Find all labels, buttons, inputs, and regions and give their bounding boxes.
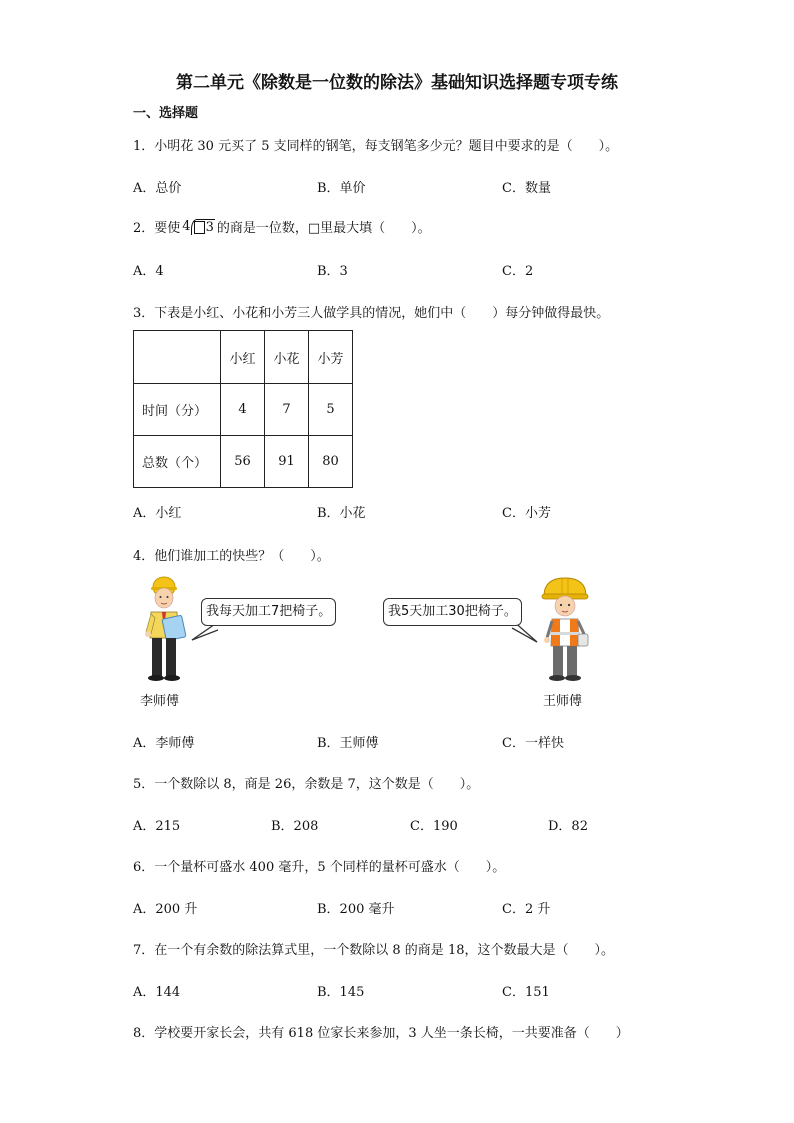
- table-row-label: 时间（分）: [134, 384, 221, 436]
- work-rate-table: [133, 330, 353, 488]
- question-2-text: [133, 217, 431, 236]
- question-6-text: 6．一个量杯可盛水 400 毫升，5 个同样的量杯可盛水（ ）。: [133, 860, 506, 875]
- name-label-li: 李师傅: [140, 694, 180, 709]
- speech-bubble-li: 我每天加工7把椅子。: [201, 598, 336, 626]
- worker-wang-figure-icon: [538, 574, 592, 686]
- name-label-wang: 王师傅: [543, 694, 583, 709]
- q4-option-b[interactable]: B．王师傅: [317, 736, 379, 751]
- q7-option-a[interactable]: A．144: [133, 985, 181, 1000]
- q4-option-c[interactable]: C．一样快: [502, 736, 564, 751]
- q3-option-c[interactable]: C．小芳: [502, 506, 551, 521]
- section-heading: 一、选择题: [133, 106, 199, 121]
- table-header-row: [134, 331, 353, 384]
- table-cell: 4: [221, 384, 265, 436]
- question-4-text: 4．他们谁加工的快些？（ ）。: [133, 549, 330, 564]
- worker-li-figure-icon: [138, 574, 190, 686]
- table-row-label: 总数（个）: [134, 436, 221, 488]
- q1-option-b[interactable]: B．单价: [317, 181, 366, 196]
- q5-option-d[interactable]: D．82: [548, 819, 588, 834]
- table-row: [134, 436, 353, 488]
- table-cell: 5: [309, 384, 353, 436]
- q2-option-a[interactable]: A．4: [133, 264, 164, 279]
- q6-option-c[interactable]: C．2 升: [502, 902, 551, 917]
- q5-option-b[interactable]: B．208: [271, 819, 319, 834]
- table-cell: 7: [265, 384, 309, 436]
- table-cell: 91: [265, 436, 309, 488]
- dividend-tail: 3: [205, 219, 214, 235]
- q2-text-before: 2．要使: [133, 221, 181, 236]
- table-cell: 56: [221, 436, 265, 488]
- question-7-text: 7．在一个有余数的除法算式里，一个数除以 8 的商是 18，这个数最大是（ ）。: [133, 943, 614, 958]
- table-row: [134, 384, 353, 436]
- q1-option-c[interactable]: C．数量: [502, 181, 551, 196]
- q5-option-a[interactable]: A．215: [133, 819, 181, 834]
- q6-option-b[interactable]: B．200 毫升: [317, 902, 395, 917]
- q2-option-b[interactable]: B．3: [317, 264, 348, 279]
- question-8-text: 8．学校要开家长会，共有 618 位家长来参加，3 人坐一条长椅，一共要准备（ ）: [133, 1026, 629, 1041]
- q4-option-a[interactable]: A．李师傅: [133, 736, 195, 751]
- q3-option-a[interactable]: A．小红: [133, 506, 182, 521]
- table-header-cell: 小红: [221, 331, 265, 384]
- q2-text-after: 的商是一位数，□里最大填（ ）。: [216, 221, 431, 236]
- q5-option-c[interactable]: C．190: [410, 819, 458, 834]
- table-header-cell: 小芳: [309, 331, 353, 384]
- page-title: 第二单元《除数是一位数的除法》基础知识选择题专项专练: [176, 73, 618, 93]
- question-1-text: 1．小明花 30 元买了 5 支同样的钢笔，每支钢笔多少元？题目中要求的是（ ）。: [133, 139, 619, 154]
- q3-option-b[interactable]: B．小花: [317, 506, 366, 521]
- q7-option-b[interactable]: B．145: [317, 985, 365, 1000]
- table-corner-cell: [134, 331, 221, 384]
- q1-option-a[interactable]: A．总价: [133, 181, 182, 196]
- table-cell: 80: [309, 436, 353, 488]
- long-division-symbol: [182, 219, 215, 235]
- blank-box: [194, 221, 205, 234]
- table-header-cell: 小花: [265, 331, 309, 384]
- q2-option-c[interactable]: C．2: [502, 264, 534, 279]
- division-bracket: [191, 219, 215, 235]
- q7-option-c[interactable]: C．151: [502, 985, 550, 1000]
- divisor: 4: [182, 219, 191, 234]
- q6-option-a[interactable]: A．200 升: [133, 902, 198, 917]
- speech-bubble-wang: 我5天加工30把椅子。: [383, 598, 522, 626]
- question-5-text: 5．一个数除以 8，商是 26，余数是 7，这个数是（ ）。: [133, 777, 480, 792]
- question-3-text: 3．下表是小红、小花和小芳三人做学具的情况，她们中（ ）每分钟做得最快。: [133, 306, 610, 321]
